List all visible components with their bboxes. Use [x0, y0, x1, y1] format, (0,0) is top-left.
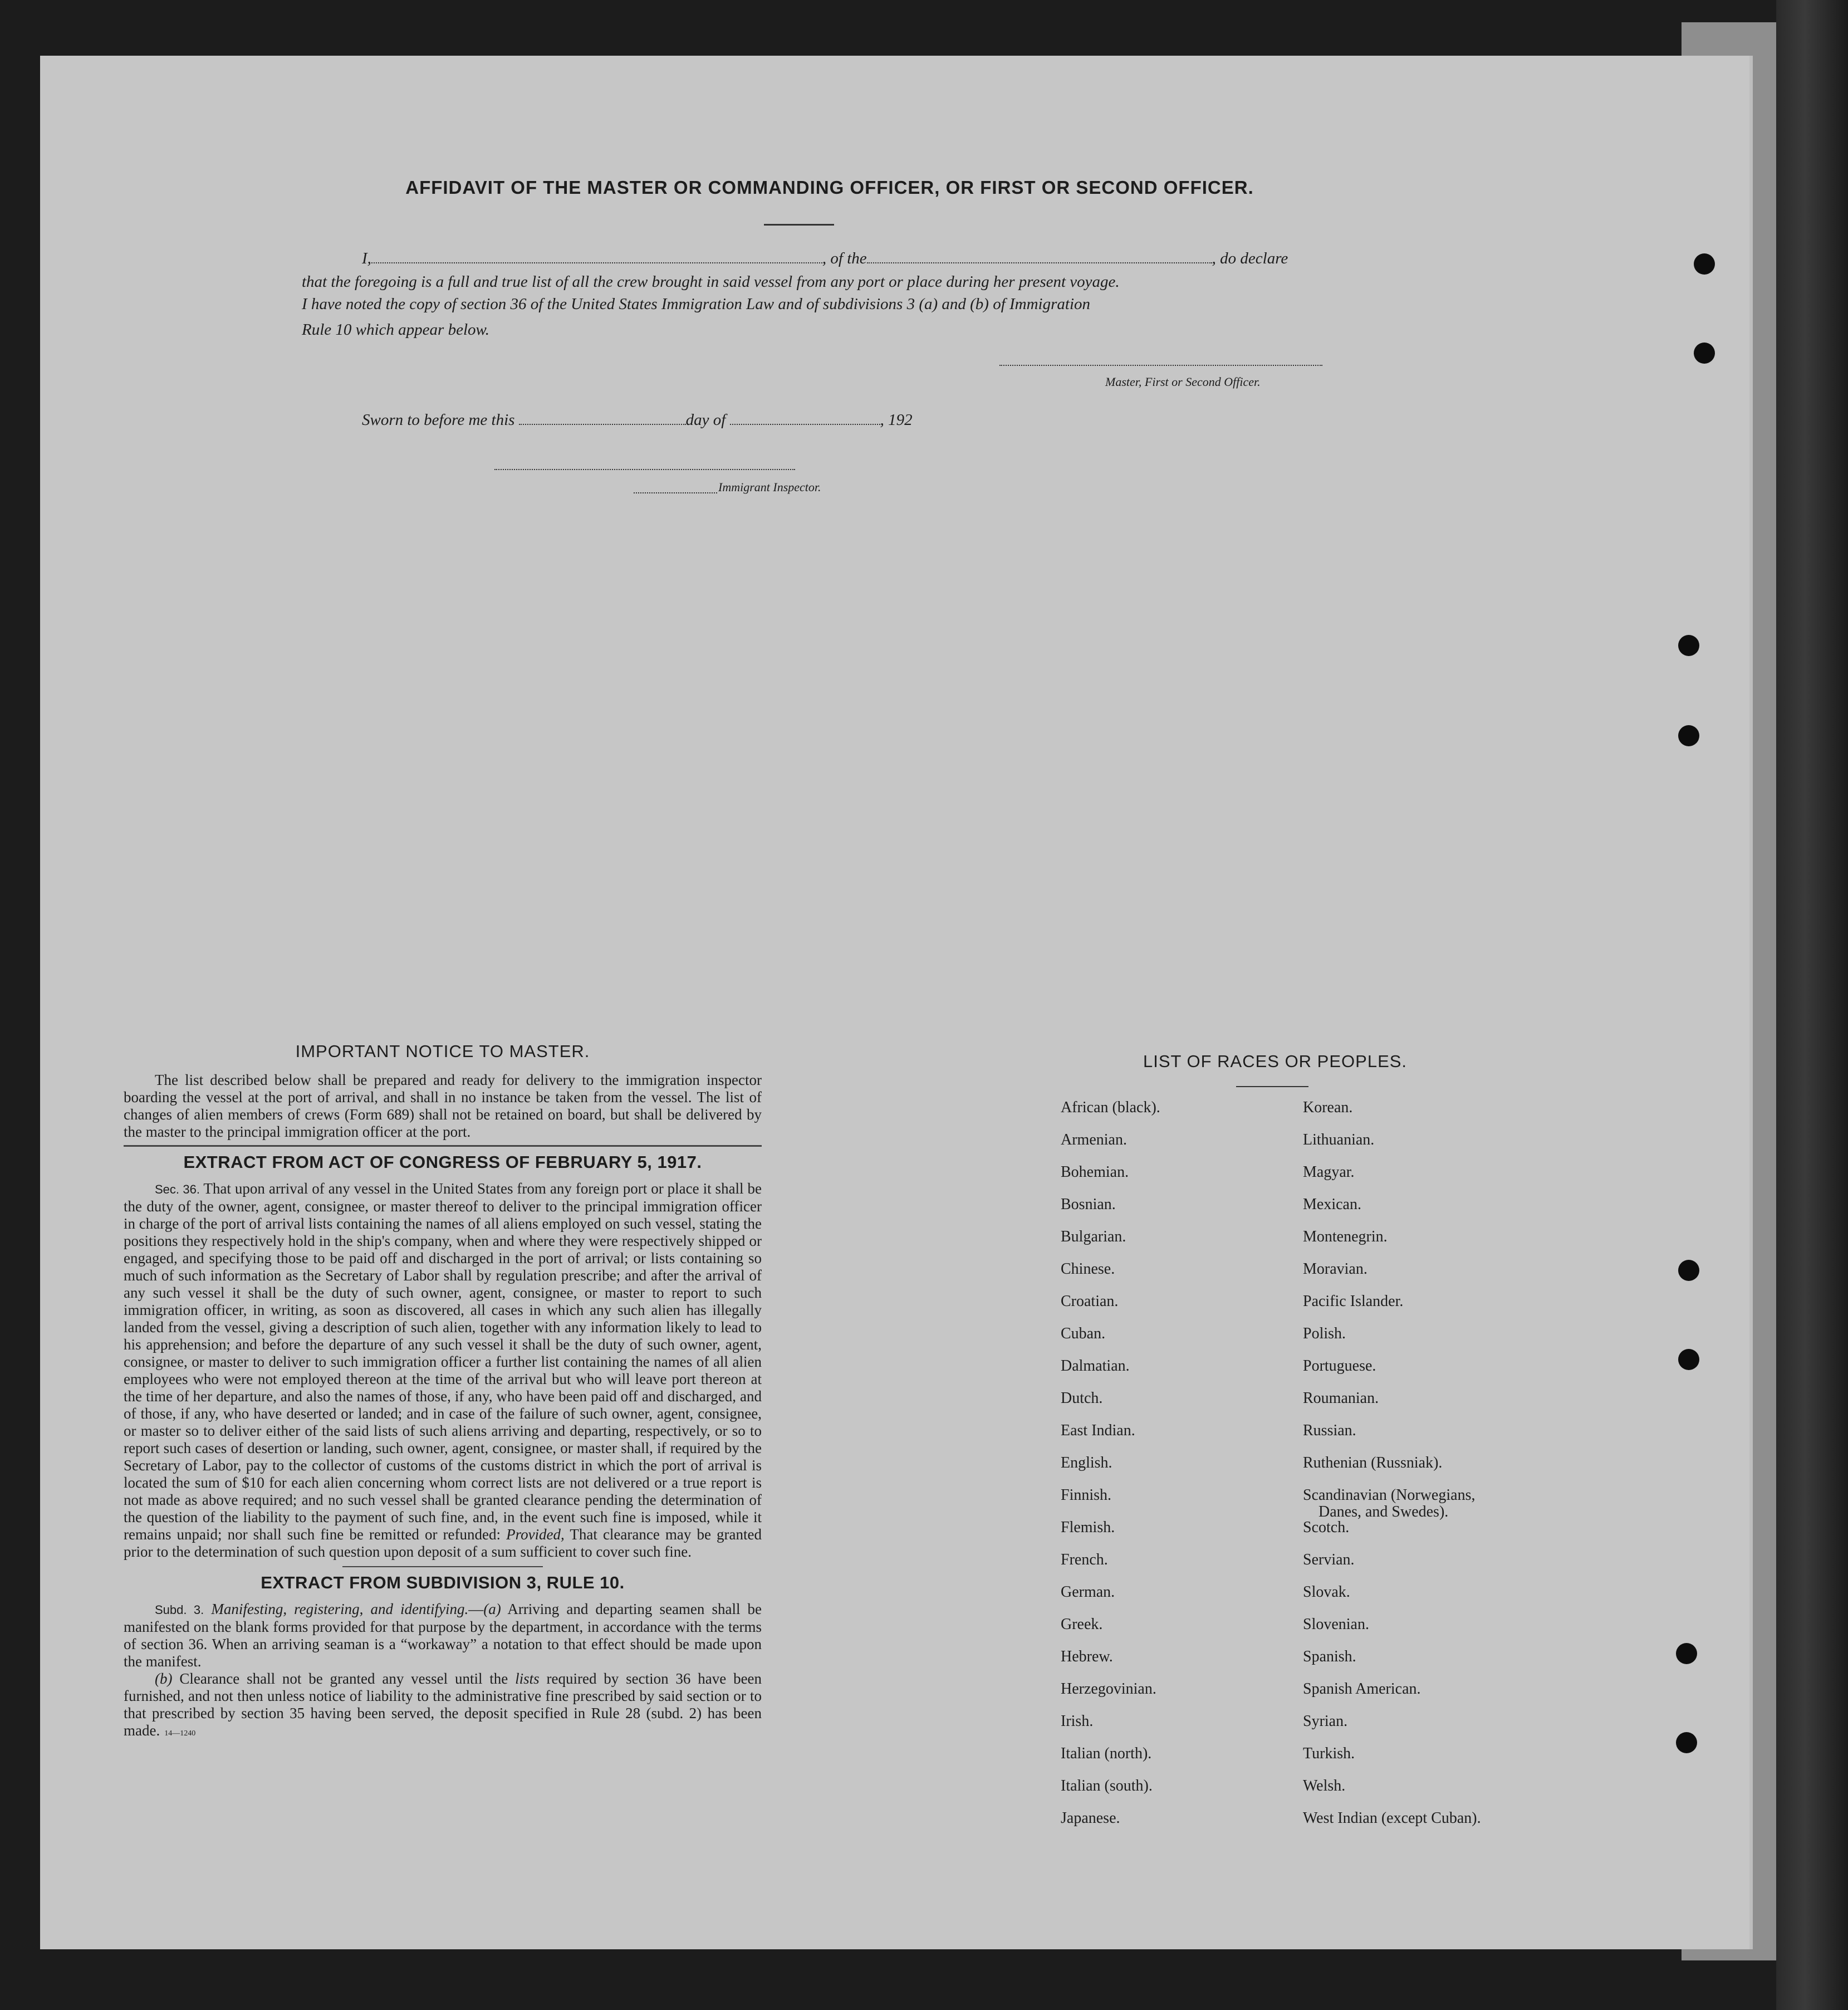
race-item: Herzegovinian. — [1061, 1680, 1156, 1698]
divider — [764, 224, 834, 226]
race-item: Moravian. — [1303, 1260, 1367, 1278]
race-item: Portuguese. — [1303, 1357, 1376, 1375]
inspector-signature-line — [634, 492, 717, 493]
race-item: Russian. — [1303, 1422, 1356, 1439]
affidavit-i: I, — [362, 250, 371, 267]
race-item: Pacific Islander. — [1303, 1293, 1404, 1310]
race-item: Spanish American. — [1303, 1680, 1421, 1698]
race-item: Bulgarian. — [1061, 1228, 1126, 1245]
para-b-end: required by section 36 have been furnished, and not then unless notice of liability to the administrative fine prescribed by said section or to that prescribed by section 35 having been served, the deposit specified in Rule 28 (subd. 2) has been made. — [124, 1670, 762, 1739]
affidavit-line-4: Rule 10 which appear below. — [302, 321, 489, 339]
inspector-label: Immigrant Inspector. — [718, 480, 821, 494]
race-item: Magyar. — [1303, 1163, 1355, 1181]
affidavit-line-2: that the foregoing is a full and true list of all the crew brought in said vessel from any port or place during her present voyage. — [302, 273, 1120, 291]
punch-hole — [1678, 1349, 1699, 1370]
race-item: Scotch. — [1303, 1519, 1350, 1536]
punch-hole — [1694, 253, 1715, 275]
race-item: Mexican. — [1303, 1196, 1361, 1213]
race-item: Lithuanian. — [1303, 1131, 1375, 1148]
race-item: English. — [1061, 1454, 1112, 1471]
divider — [1236, 1086, 1308, 1087]
punch-hole — [1676, 1732, 1697, 1753]
race-item: Turkish. — [1303, 1745, 1355, 1762]
race-item: Syrian. — [1303, 1713, 1348, 1730]
race-item: Chinese. — [1061, 1260, 1115, 1278]
affidavit-declare: , do declare — [1212, 250, 1288, 267]
punch-hole — [1694, 343, 1715, 364]
race-item: Armenian. — [1061, 1131, 1127, 1148]
race-item: Danes, and Swedes). — [1318, 1503, 1449, 1520]
divider — [342, 1566, 543, 1567]
race-item: Dutch. — [1061, 1390, 1103, 1407]
sworn-line — [362, 411, 913, 429]
a-marker: (a) — [483, 1601, 501, 1617]
para-a-text: Arriving and departing seamen shall be manifested on the blank forms provided for that purpose by the department, in accordance with the terms of section 36. When an arriving seaman is a “workaway” a notation to that effect should be made upon the manifest. — [124, 1601, 762, 1670]
race-item: Dalmatian. — [1061, 1357, 1130, 1375]
race-item: Cuban. — [1061, 1325, 1106, 1342]
provided-word: Provided, — [506, 1526, 565, 1543]
race-item: Greek. — [1061, 1616, 1103, 1633]
affidavit-of-the: , of the — [822, 250, 867, 267]
sworn-day-blank — [519, 424, 686, 425]
divider — [124, 1145, 762, 1147]
race-item: Slovak. — [1303, 1583, 1350, 1601]
rule-extract-title: EXTRACT FROM SUBDIVISION 3, RULE 10. — [261, 1573, 625, 1592]
sworn-month-blank — [730, 424, 880, 425]
race-item: Finnish. — [1061, 1486, 1112, 1504]
affidavit-line-1 — [362, 250, 1288, 268]
master-signature-line — [999, 365, 1322, 366]
affidavit-line-3: I have noted the copy of section 36 of the United States Immigration Law and of subdivisions 3 (a) and (b) of Immigration — [302, 295, 1091, 313]
race-item: Slovenian. — [1303, 1616, 1369, 1633]
race-item: Korean. — [1303, 1099, 1353, 1116]
notice-title: IMPORTANT NOTICE TO MASTER. — [295, 1041, 590, 1061]
punch-hole — [1678, 635, 1699, 656]
punch-hole — [1678, 725, 1699, 746]
act-body-text: That upon arrival of any vessel in the United States from any foreign port or place it shall be the duty of the owner, agent, consignee, or master thereof to deliver to the principal immigration officer in charge of the port of arrival lists containing the names of all aliens employed on such vessel, stating the positions they respectively hold in the ship's company, when and where they were respectively shipped or engaged, and specifying those to be paid off and discharged in the port of arrival; or lists containing so much of such information as the Secretary of Labor shall by regulation prescribe; and after the arrival of any such vessel it shall be the duty of such owner, agent, consignee, or master to report to such immigration officer, in writing, as soon as discovered, all cases in which any such alien has illegally landed from the vessel, giving a description of such alien, together with any information likely to lead to his apprehension; and before the departure of any such vessel it shall be the duty of such owner, agent, consignee, or master to deliver to such immigration officer a further list containing the names of all alien employees who were not employed thereon at the time of the arrival but who will leave port thereon at the time of her departure, and also the names of those, if any, who have been paid off and discharged, and of those, if any, who have deserted or landed; and in case of the failure of such owner, agent, consignee, or master so to deliver either of the said lists of such aliens arriving and departing, respectively, or so to report such cases of desertion or landing, such owner, agent, consignee, or master shall, if required by the Secretary of Labor, pay to the collector of customs of the customs district in which the port of arrival is located the sum of $10 for each alien concerning whom correct lists are not delivered or a true report is not made as above required; and no such vessel shall be granted clearance pending the determination of the question of the liability to the payment of such fine, and, in the event such fine is imposed, while it remains unpaid; nor shall such fine be remitted or refunded: — [124, 1180, 762, 1543]
race-item: Bosnian. — [1061, 1196, 1116, 1213]
race-item: German. — [1061, 1583, 1115, 1601]
race-item: Scandinavian (Norwegians, — [1303, 1486, 1476, 1504]
race-item: Welsh. — [1303, 1777, 1346, 1794]
race-item: Flemish. — [1061, 1519, 1115, 1536]
b-marker: (b) — [155, 1670, 173, 1687]
form-number: 14—1240 — [164, 1729, 196, 1738]
punch-hole — [1678, 1260, 1699, 1281]
act-extract-title: EXTRACT FROM ACT OF CONGRESS OF FEBRUARY 5, 1917. — [183, 1152, 702, 1172]
sworn-day-of: day of — [685, 411, 726, 429]
lists-word: lists — [515, 1670, 540, 1687]
para-b-start: Clearance shall not be granted any vessel until the — [179, 1670, 508, 1687]
notice-column — [124, 1041, 762, 1742]
race-item: Bohemian. — [1061, 1163, 1129, 1181]
subd-heading: Manifesting, registering, and identifying. — [211, 1601, 469, 1617]
race-item: East Indian. — [1061, 1422, 1135, 1439]
race-item: Italian (south). — [1061, 1777, 1153, 1794]
officer-name-blank — [371, 262, 822, 263]
rule-para-a: Subd. 3. Manifesting, registering, and identifying.—(a) Arriving and departing seamen shall be manifested on the blank forms provided for that purpose by the department, in accordance with the terms of section 36. When an arriving seaman is a “workaway” a notation to that effect should be made upon the manifest. — [124, 1601, 762, 1670]
race-item: Polish. — [1303, 1325, 1346, 1342]
race-item: Croatian. — [1061, 1293, 1119, 1310]
race-item: Irish. — [1061, 1713, 1094, 1730]
race-item: Roumanian. — [1303, 1390, 1379, 1407]
act-extract-body — [124, 1180, 762, 1561]
affidavit-title: AFFIDAVIT OF THE MASTER OR COMMANDING OFFICER, OR FIRST OR SECOND OFFICER. — [405, 177, 1254, 198]
race-item: French. — [1061, 1551, 1108, 1568]
inspector-signature-line — [494, 469, 795, 470]
races-title: LIST OF RACES OR PEOPLES. — [1143, 1052, 1408, 1071]
race-item: Hebrew. — [1061, 1648, 1113, 1665]
races-right-column — [1303, 1100, 1481, 1843]
binding-edge — [1776, 0, 1848, 2010]
race-item: Montenegrin. — [1303, 1228, 1388, 1245]
races-left-column — [1061, 1100, 1160, 1843]
section-label: Sec. 36. — [155, 1182, 200, 1196]
act-body-end: That clearance may be granted prior to the determination of such question upon deposit of a sum sufficient to cover such fine. — [124, 1526, 762, 1560]
race-item: Italian (north). — [1061, 1745, 1152, 1762]
master-signature-label: Master, First or Second Officer. — [1105, 375, 1261, 389]
race-item: West Indian (except Cuban). — [1303, 1810, 1481, 1827]
race-item: Servian. — [1303, 1551, 1355, 1568]
race-item: Spanish. — [1303, 1648, 1356, 1665]
race-item: Ruthenian (Russniak). — [1303, 1454, 1443, 1471]
rule-para-b — [124, 1670, 762, 1742]
subd-label: Subd. 3. — [155, 1603, 204, 1617]
notice-body: The list described below shall be prepared and ready for delivery to the immigration inspector boarding the vessel at the port of arrival, and shall in no instance be taken from the vessel. The list of changes of alien members of crews (Form 689) shall not be retained on board, but shall be delivered by the master to the principal immigration officer at the port. — [124, 1072, 762, 1140]
race-item: Japanese. — [1061, 1810, 1120, 1827]
sworn-year: , 192 — [880, 411, 913, 429]
punch-hole — [1676, 1643, 1697, 1664]
vessel-name-blank — [867, 262, 1212, 263]
race-item: African (black). — [1061, 1099, 1160, 1116]
sworn-prefix: Sworn to before me this — [362, 411, 515, 429]
